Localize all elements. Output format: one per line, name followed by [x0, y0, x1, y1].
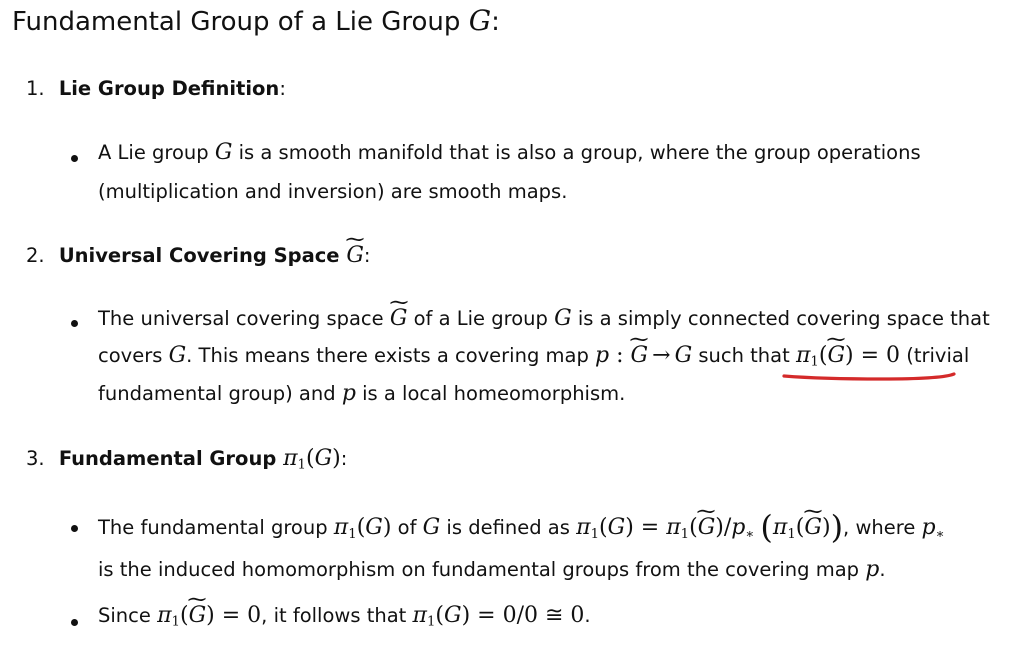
math-star: ∗	[745, 526, 755, 542]
math-g: G	[674, 343, 693, 368]
math-sub-1: 1	[680, 526, 690, 542]
page-title	[12, 4, 500, 37]
math-eq-zero: = 0	[853, 343, 901, 368]
text: .	[879, 558, 886, 581]
math-p: p	[341, 381, 356, 406]
title-text: Fundamental Group of a Lie Group	[12, 7, 469, 37]
colon: :	[340, 447, 348, 470]
math-sub-1: 1	[590, 526, 600, 542]
item-1-title: Lie Group Definition	[58, 77, 280, 100]
math-pi: π	[772, 515, 788, 541]
math-g: G	[168, 343, 187, 368]
bullet-dot	[71, 525, 78, 532]
text: (trivial	[900, 344, 970, 367]
math-eq: =	[633, 515, 667, 541]
math-p: p	[921, 515, 936, 541]
item-2-bullet-line-2: covers G. This means there exists a covering map p : ~ G → G such that $\pi_1(\sim$ G) = 0 (trivial	[98, 343, 969, 370]
text: is defined as	[440, 516, 577, 540]
text: Since	[98, 604, 158, 627]
text: , where	[843, 516, 922, 540]
math-eq-zero: = 0	[214, 603, 262, 628]
item-3-bullet-1-line-2	[98, 557, 886, 582]
math-g-tilde: ~ G	[189, 603, 207, 628]
text: of	[391, 516, 423, 540]
item-2-number: 2.	[26, 244, 45, 267]
item-2-bullet-line-1	[98, 306, 990, 331]
math-sub-1: 1	[787, 526, 796, 542]
text: such that	[692, 344, 796, 367]
math-slash: /	[723, 515, 732, 541]
item-1-number: 1.	[26, 77, 45, 100]
math-star: ∗	[935, 526, 945, 542]
text: covers	[98, 344, 169, 367]
math-g-tilde: ~ G	[346, 243, 364, 268]
bullet-dot	[71, 619, 78, 626]
item-3-number: 3.	[26, 447, 45, 470]
text: is the induced homomorphism on fundamental groups from the covering map	[98, 558, 866, 581]
math-g-tilde: ~ G	[698, 515, 716, 540]
bullet-dot	[71, 155, 78, 162]
math-g-tilde: ~ G	[631, 343, 649, 368]
colon: :	[363, 244, 371, 267]
math-g: G	[314, 446, 333, 471]
item-1-header	[26, 77, 286, 100]
text: , it follows that	[261, 604, 413, 627]
title-math-g: G	[468, 4, 492, 37]
math-pi: π	[576, 515, 591, 541]
math-g: G	[214, 140, 233, 165]
item-1-colon: :	[279, 77, 286, 100]
item-3-bullet-2: Since $\pi_1(\sim$ G) = 0, it follows that $\pi_1(G) = 0/0$ ≅ 0.	[98, 603, 591, 630]
text: is a smooth manifold that is also a group, where the group operations	[232, 141, 921, 164]
math-sub-1: 1	[297, 457, 306, 473]
item-3-title: Fundamental Group	[58, 447, 284, 470]
math-g-tilde: ~ G	[390, 306, 408, 331]
math-pi: π	[333, 515, 349, 541]
text: A Lie group	[98, 141, 215, 164]
math-g-tilde: ~ G	[804, 515, 822, 540]
math-pi: π	[795, 343, 811, 368]
item-3-header: 3. Fundamental Group $\pi_1(G)$:	[26, 446, 348, 473]
math-pi: π	[412, 603, 427, 628]
math-pi: π	[283, 446, 298, 471]
item-3-bullet-1-line-1: The fundamental group $\pi_1(G)$ of G is defined as $\pi_1(G)$ = $\pi_1(\sim$ $G)/p_∗$ ($\pi_1(\sim$ G)), where $p_∗$	[98, 508, 945, 546]
arrow-icon: →	[652, 343, 671, 368]
item-2-title: Universal Covering Space	[58, 244, 347, 267]
text: of a Lie group	[407, 307, 555, 330]
math-pi: π	[157, 603, 172, 628]
text: . This means there exists a covering map	[186, 344, 596, 367]
math-sub-1: 1	[171, 614, 180, 630]
text: is a local homeomorphism.	[355, 382, 626, 405]
text: .	[584, 604, 591, 627]
text: The universal covering space	[98, 307, 390, 330]
text: fundamental group) and	[98, 382, 342, 405]
item-1-bullet-line-1	[98, 140, 921, 165]
red-underline-annotation	[782, 370, 958, 384]
item-1-bullet-line-2	[98, 180, 567, 203]
item-2-bullet-line-3	[98, 381, 625, 406]
math-sub-1: 1	[348, 526, 357, 542]
math-sub-1: 1	[426, 614, 436, 630]
math-p: p	[731, 515, 746, 541]
item-2-header	[26, 243, 370, 268]
math-g: G	[554, 306, 572, 331]
math-g: G	[422, 515, 441, 541]
math-g: G	[444, 603, 462, 628]
math-sub-1: 1	[810, 354, 819, 370]
math-p: p	[595, 343, 610, 368]
math-pi: π	[666, 515, 681, 541]
bullet-dot	[71, 320, 78, 327]
text: is a simply connected covering space that	[571, 307, 990, 330]
math-tail: = 0/0 ≅ 0	[470, 603, 585, 628]
math-p: p	[865, 557, 880, 582]
text: (multiplication and inversion) are smooth maps.	[98, 180, 568, 203]
math-colon: :	[609, 343, 631, 368]
text: The fundamental group	[98, 516, 334, 540]
title-colon: :	[491, 7, 500, 37]
math-g: G	[365, 515, 383, 541]
math-g-tilde: ~ G	[827, 343, 845, 368]
math-g: G	[607, 515, 626, 541]
